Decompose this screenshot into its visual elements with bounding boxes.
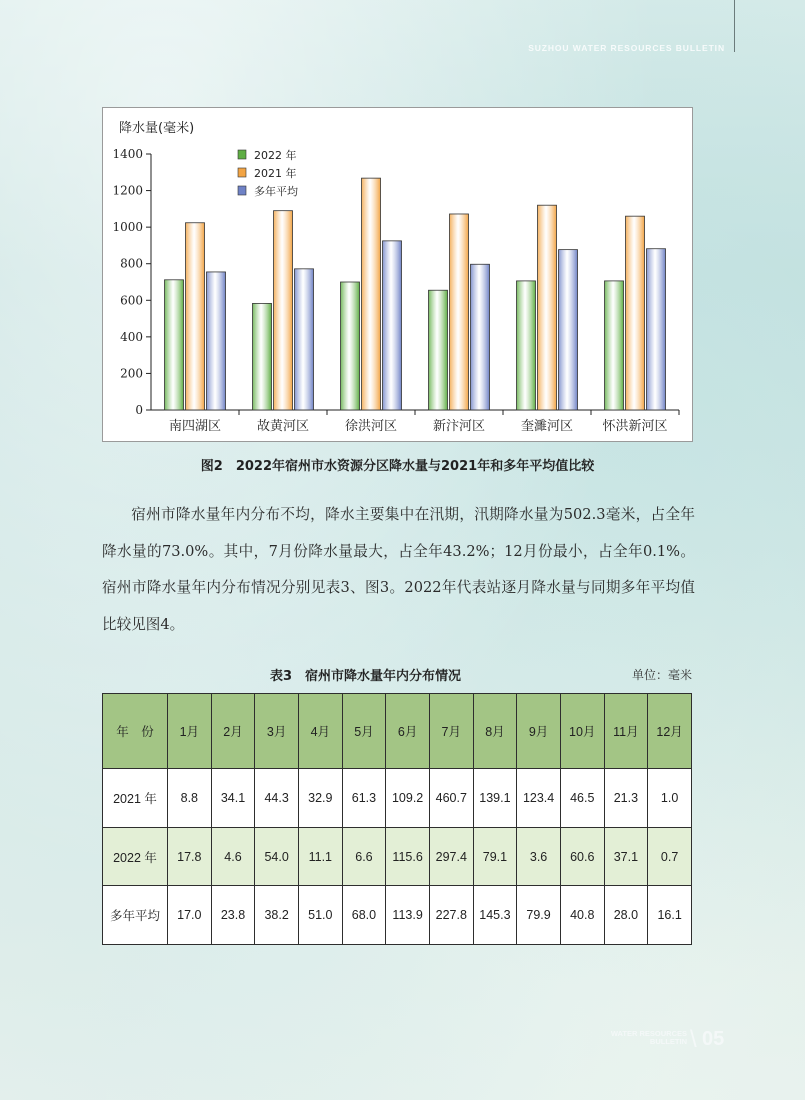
x-tick-label: 新汴河区 bbox=[432, 419, 486, 434]
chart-svg bbox=[103, 108, 694, 443]
bar bbox=[647, 249, 666, 410]
y-axis-label: 降水量(毫米) bbox=[119, 121, 195, 136]
table-cell: 54.0 bbox=[255, 828, 299, 886]
table-cell: 3.6 bbox=[517, 828, 561, 886]
y-tick-label: 400 bbox=[120, 329, 143, 344]
table-row bbox=[103, 886, 692, 945]
header-cell: 4月 bbox=[298, 694, 342, 769]
y-tick-label: 1400 bbox=[112, 147, 143, 161]
table-cell: 79.1 bbox=[473, 828, 517, 886]
bar bbox=[450, 214, 469, 410]
table-cell: 8.8 bbox=[168, 769, 212, 828]
table-cell: 61.3 bbox=[342, 769, 386, 828]
table-unit: 单位：毫米 bbox=[631, 668, 692, 682]
header-cell: 9月 bbox=[517, 694, 561, 769]
footer-line-2: BULLETIN bbox=[649, 1037, 687, 1046]
table-cell: 109.2 bbox=[386, 769, 430, 828]
y-tick-label: 600 bbox=[120, 293, 143, 308]
header-cell: 12月 bbox=[648, 694, 692, 769]
bar bbox=[626, 216, 645, 410]
header-cell: 5月 bbox=[342, 694, 386, 769]
table-cell: 6.6 bbox=[342, 828, 386, 886]
table-cell: 68.0 bbox=[342, 886, 386, 945]
table-cell: 46.5 bbox=[560, 769, 604, 828]
table-cell: 145.3 bbox=[473, 886, 517, 945]
table-cell: 34.1 bbox=[211, 769, 255, 828]
table-cell: 40.8 bbox=[560, 886, 604, 945]
table-cell: 32.9 bbox=[298, 769, 342, 828]
table-cell: 17.0 bbox=[168, 886, 212, 945]
header-cell: 10月 bbox=[560, 694, 604, 769]
table-cell: 79.9 bbox=[517, 886, 561, 945]
table-cell: 460.7 bbox=[429, 769, 473, 828]
header-cell: 3月 bbox=[255, 694, 299, 769]
rainfall-distribution-table bbox=[102, 693, 692, 945]
table-cell: 115.6 bbox=[386, 828, 430, 886]
table-cell: 0.7 bbox=[648, 828, 692, 886]
bar bbox=[429, 290, 448, 410]
x-tick-label: 故黄河区 bbox=[256, 419, 310, 434]
bar bbox=[295, 269, 314, 410]
x-tick-label: 徐洪河区 bbox=[344, 419, 398, 434]
bar bbox=[383, 241, 402, 410]
table-cell: 1.0 bbox=[648, 769, 692, 828]
bar bbox=[253, 303, 272, 410]
table-cell: 227.8 bbox=[429, 886, 473, 945]
table-cell: 2021 年 bbox=[103, 769, 168, 828]
legend-label: 2022 年 bbox=[254, 149, 297, 162]
table-cell: 297.4 bbox=[429, 828, 473, 886]
table-cell: 11.1 bbox=[298, 828, 342, 886]
bar bbox=[517, 281, 536, 410]
table-cell: 38.2 bbox=[255, 886, 299, 945]
header-cell: 11月 bbox=[604, 694, 648, 769]
y-tick-label: 200 bbox=[120, 366, 143, 381]
table-cell: 多年平均 bbox=[103, 886, 168, 945]
table-cell: 28.0 bbox=[604, 886, 648, 945]
bar bbox=[341, 282, 360, 410]
table-row bbox=[103, 769, 692, 828]
table-cell: 4.6 bbox=[211, 828, 255, 886]
y-tick-label: 1200 bbox=[112, 183, 143, 198]
bar bbox=[207, 272, 226, 410]
table-cell: 123.4 bbox=[517, 769, 561, 828]
footer-slash: \ bbox=[690, 1026, 697, 1053]
bar bbox=[605, 281, 624, 410]
bar bbox=[362, 178, 381, 410]
page-number: 05 bbox=[702, 1028, 725, 1050]
y-tick-label: 800 bbox=[120, 256, 143, 271]
bar bbox=[538, 205, 557, 410]
table-caption: 表3 宿州市降水量年内分布情况 bbox=[270, 669, 462, 684]
footer-line-1: WATER RESOURCES bbox=[610, 1029, 687, 1038]
legend-swatch bbox=[238, 186, 246, 195]
table-cell: 37.1 bbox=[604, 828, 648, 886]
table-cell: 44.3 bbox=[255, 769, 299, 828]
footer-publication bbox=[587, 1030, 687, 1046]
table-cell: 2022 年 bbox=[103, 828, 168, 886]
x-tick-label: 怀洪新河区 bbox=[602, 419, 668, 434]
header-cell: 7月 bbox=[429, 694, 473, 769]
publication-header: SUZHOU WATER RESOURCES BULLETIN bbox=[528, 43, 725, 53]
bar bbox=[274, 211, 293, 410]
table-row bbox=[103, 828, 692, 886]
table-cell: 139.1 bbox=[473, 769, 517, 828]
header-rule bbox=[734, 0, 735, 52]
bar bbox=[471, 264, 490, 410]
legend-swatch bbox=[238, 168, 246, 177]
header-cell: 8月 bbox=[473, 694, 517, 769]
x-tick-label: 奎濉河区 bbox=[520, 419, 574, 434]
table-cell: 23.8 bbox=[211, 886, 255, 945]
table-cell: 113.9 bbox=[386, 886, 430, 945]
table-cell: 51.0 bbox=[298, 886, 342, 945]
bar bbox=[186, 223, 205, 410]
body-paragraph: 宿州市降水量年内分布不均，降水主要集中在汛期，汛期降水量为502.3毫米，占全年降水量的73.0%。其中，7月份降水量最大，占全年43.2%；12月份最小，占全年0.1%。宿州市降水量年内分布情况分别见表3、图3。2022年代表站逐月降水量与同期多年平均值比较见图4。 bbox=[102, 506, 695, 633]
chart-caption: 图2 2022年宿州市水资源分区降水量与2021年和多年平均值比较 bbox=[200, 459, 595, 474]
legend-label: 2021 年 bbox=[254, 167, 297, 180]
legend-label: 多年平均 bbox=[254, 185, 298, 198]
header-cell: 2月 bbox=[211, 694, 255, 769]
table-cell: 16.1 bbox=[648, 886, 692, 945]
table-header-row bbox=[103, 694, 692, 769]
header-cell: 1月 bbox=[168, 694, 212, 769]
table-cell: 17.8 bbox=[168, 828, 212, 886]
legend-swatch bbox=[238, 150, 246, 159]
table-cell: 60.6 bbox=[560, 828, 604, 886]
y-tick-label: 0 bbox=[135, 403, 143, 417]
y-tick-label: 1000 bbox=[112, 220, 143, 235]
bar bbox=[165, 280, 184, 410]
header-cell: 年 份 bbox=[103, 694, 168, 769]
table-cell: 21.3 bbox=[604, 769, 648, 828]
rainfall-bar-chart bbox=[102, 107, 693, 442]
header-cell: 6月 bbox=[386, 694, 430, 769]
bar bbox=[559, 250, 578, 410]
x-tick-label: 南四湖区 bbox=[168, 419, 222, 434]
